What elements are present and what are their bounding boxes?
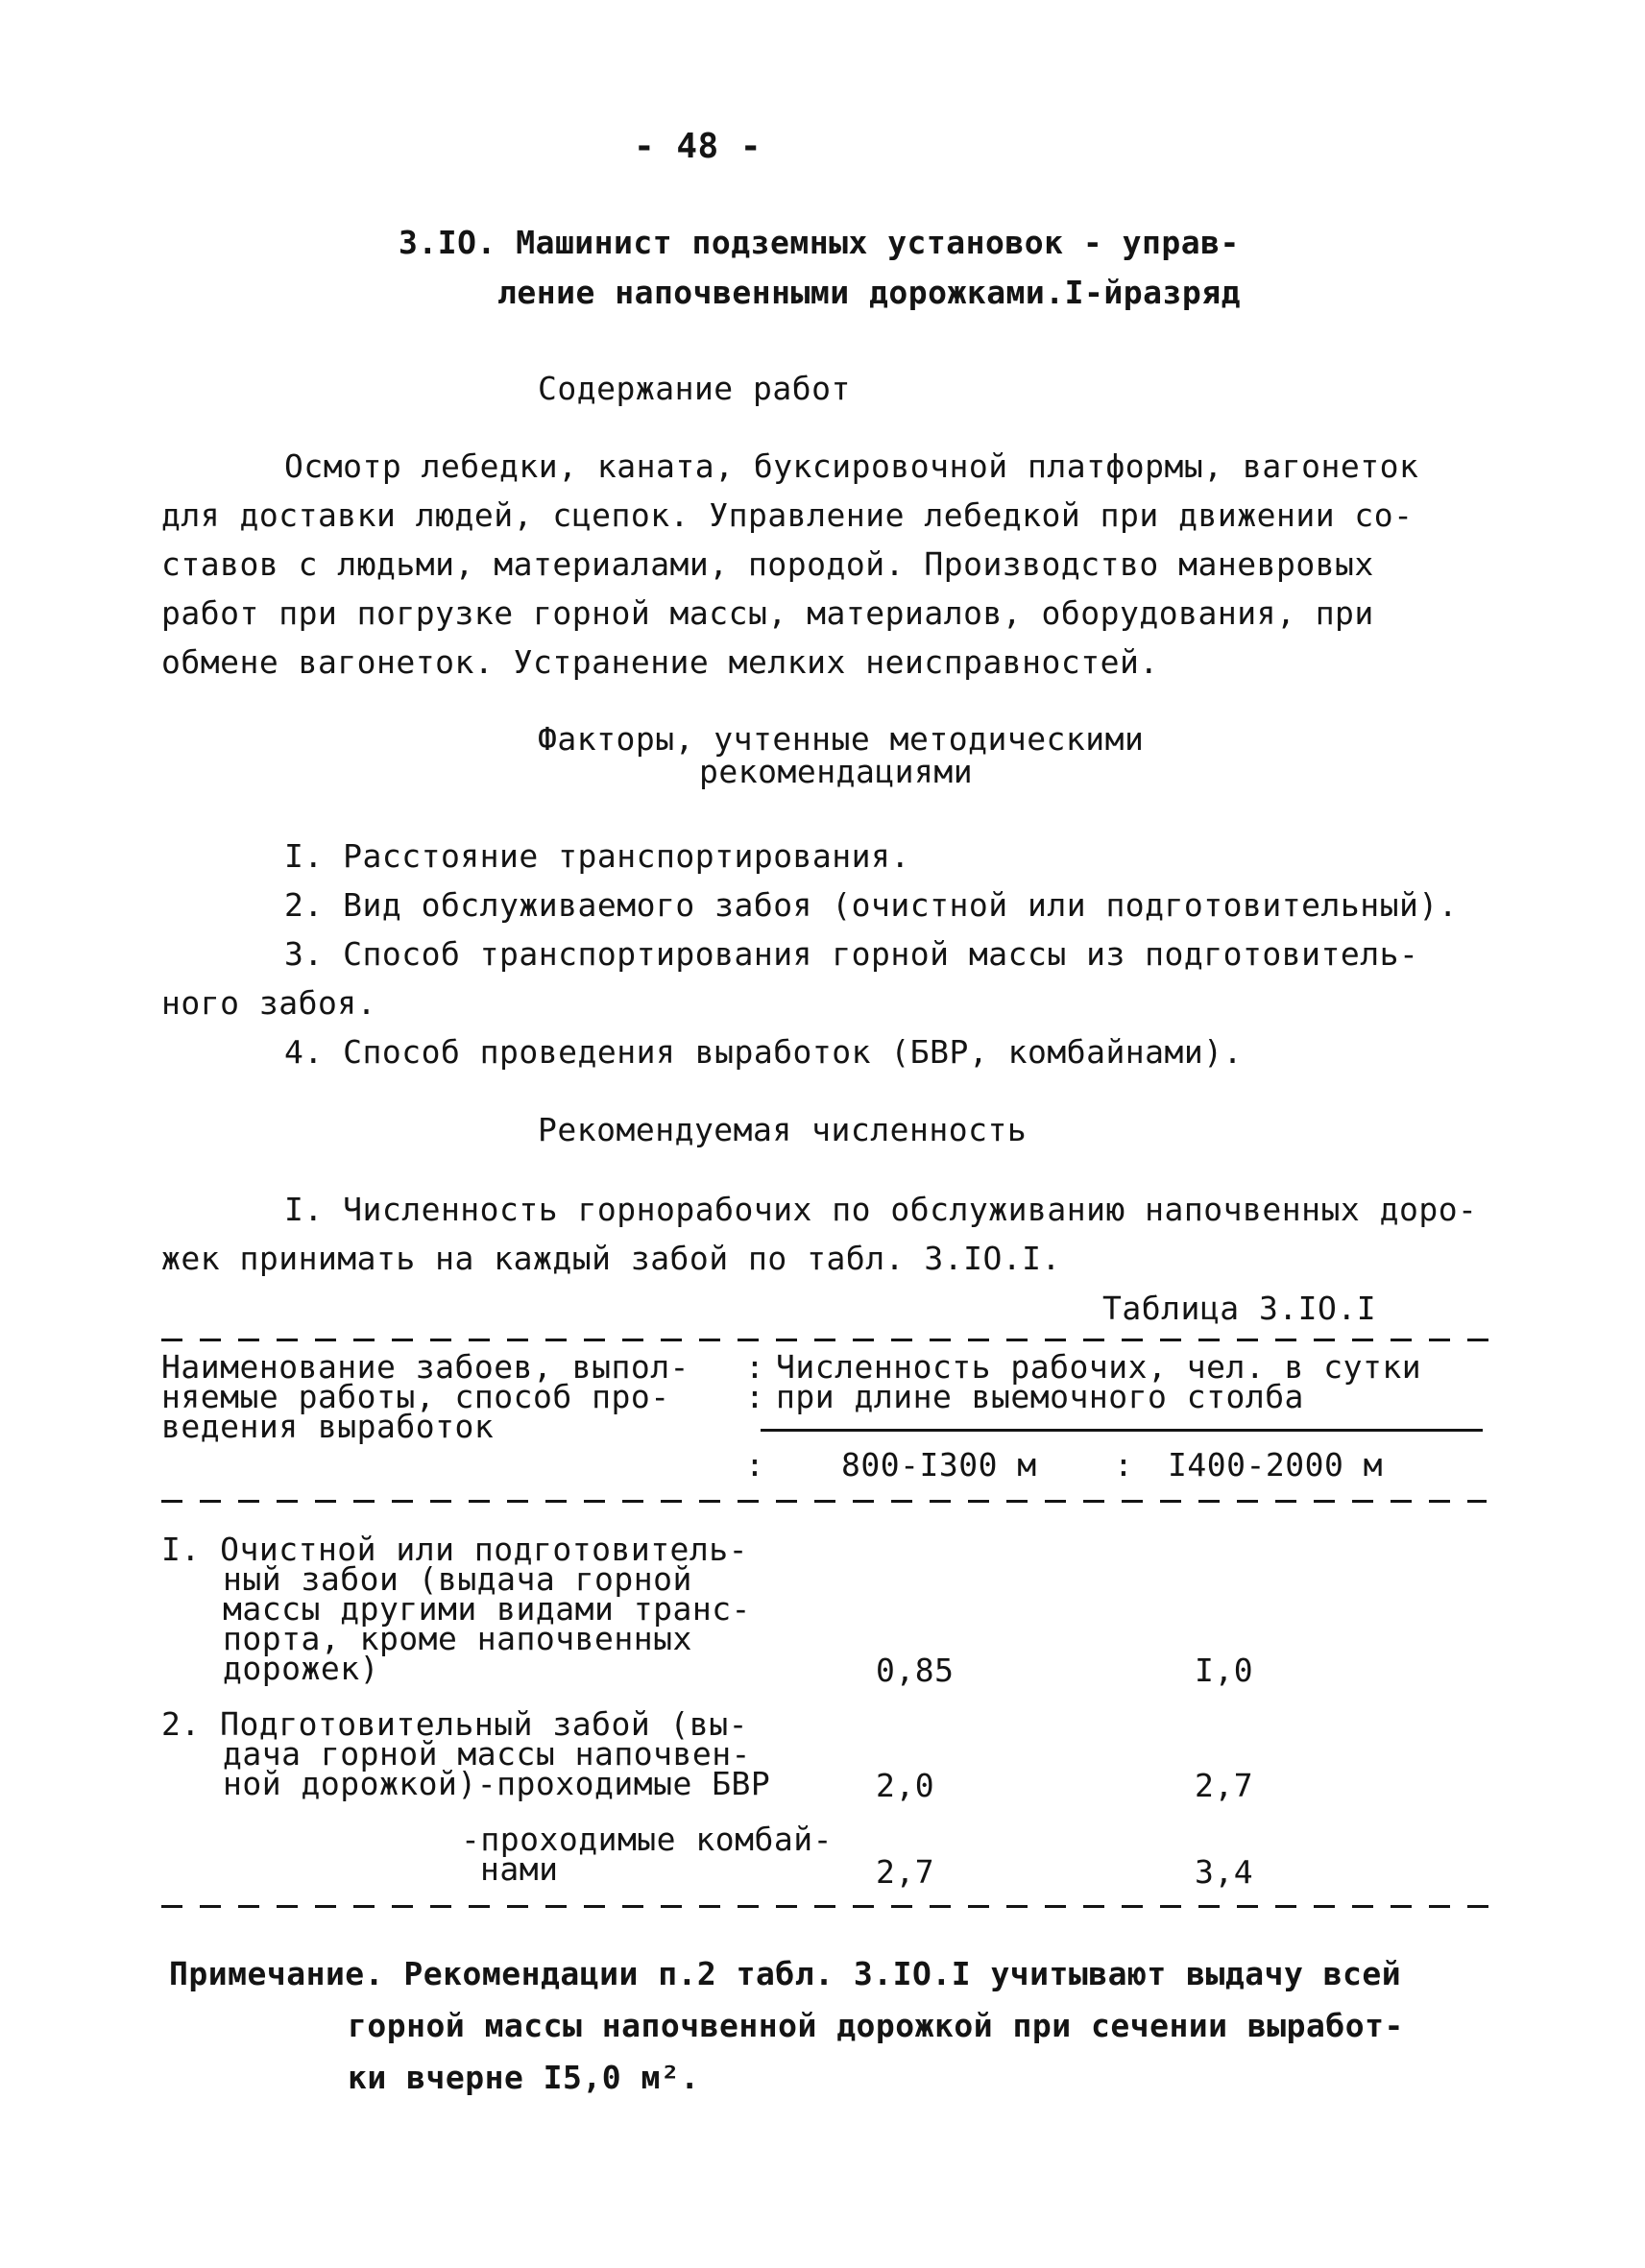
header-left-line: няемые работы, способ про- [161, 1378, 670, 1415]
factors-heading-line2: рекомендациями [699, 753, 974, 790]
col1-header: 800-I300 м [841, 1446, 1037, 1484]
row-value-col2: 3,4 [1195, 1853, 1254, 1891]
row-value-col1: 2,7 [876, 1853, 935, 1891]
table-bottom-rule [161, 1905, 1506, 1908]
col-separator: : [745, 1348, 765, 1386]
col-separator: : [1114, 1446, 1134, 1484]
recommended-line: I. Численность горнорабочих по обслуживанию напочвенных доро- [284, 1191, 1478, 1228]
row-label-line: дорожек) [223, 1650, 379, 1687]
row-value-col2: I,0 [1195, 1652, 1254, 1689]
content-heading: Содержание работ [538, 370, 851, 407]
note-line1: Примечание. Рекомендации п.2 табл. 3.IO.I учитывают выдачу всей [169, 1955, 1402, 1992]
row-value-col1: 2,0 [876, 1767, 935, 1804]
recommended-paragraph [161, 1185, 1478, 1283]
header-right-line: Численность рабочих, чел. в сутки [776, 1348, 1422, 1386]
content-line: работ при погрузке горной массы, материалов, оборудования, при [161, 594, 1374, 632]
header-left-line: Наименование забоев, выпол- [161, 1348, 689, 1386]
recommended-heading: Рекомендуемая численность [538, 1111, 1028, 1148]
header-right-line: при длине выемочного столба [776, 1378, 1304, 1415]
factor-item: 2. Вид обслуживаемого забоя (очистной или подготовительный). [284, 886, 1459, 924]
col2-header: I400-2000 м [1168, 1446, 1384, 1484]
row-label-line: 2. Подготовительный забой (вы- [161, 1705, 749, 1743]
factor-item: I. Расстояние транспортирования. [284, 837, 910, 875]
factor-item: ного забоя. [161, 984, 377, 1022]
content-line: обмене вагонеток. Устранение мелких неисправностей. [161, 643, 1159, 681]
row-label-line: ный забои (выдача горной [223, 1560, 692, 1598]
row-label-line: дача горной массы напочвен- [223, 1735, 751, 1773]
row-label-line: порта, кроме напочвенных [223, 1620, 692, 1657]
header-left-line: ведения выработок [161, 1408, 495, 1445]
factors-list [161, 832, 1459, 1076]
factor-item: 4. Способ проведения выработок (БВР, комбайнами). [284, 1033, 1244, 1071]
header-bottom-rule [161, 1500, 1487, 1503]
col-separator: : [745, 1446, 765, 1484]
row-label-line: нами [480, 1850, 559, 1888]
page-number: - 48 - [634, 127, 762, 166]
note-line3: ки вчерне I5,0 м². [348, 2059, 700, 2096]
factors-heading-line1: Факторы, учтенные методическими [538, 720, 1145, 758]
note-line2: горной массы напочвенной дорожкой при сечении выработ- [348, 2007, 1404, 2044]
section-title-line2: ление напочвенными дорожками.I-йразряд [497, 274, 1241, 311]
content-line: Осмотр лебедки, каната, буксировочной платформы, вагонеток [284, 447, 1419, 485]
table-top-rule [161, 1339, 1496, 1341]
table-caption: Таблица 3.IO.I [1102, 1290, 1377, 1327]
row-value-col2: 2,7 [1195, 1767, 1254, 1804]
row-label-line: ной дорожкой)-проходимые БВР [223, 1765, 771, 1802]
row-label-line: массы другими видами транс- [223, 1590, 751, 1628]
recommended-line: жек принимать на каждый забой по табл. 3.IO.I. [161, 1240, 1061, 1277]
col-separator: : [745, 1378, 765, 1415]
row-label-line: -проходимые комбай- [461, 1821, 833, 1858]
header-sub-rule [761, 1429, 1483, 1432]
content-line: для доставки людей, сцепок. Управление лебедкой при движении со- [161, 496, 1414, 534]
factor-item: 3. Способ транспортирования горной массы из подготовитель- [284, 935, 1419, 973]
content-paragraph [161, 442, 1448, 687]
section-title-line1: 3.IO. Машинист подземных установок - управ- [399, 224, 1240, 261]
row-value-col1: 0,85 [876, 1652, 955, 1689]
row-label-line: I. Очистной или подготовитель- [161, 1531, 749, 1568]
content-line: ставов с людьми, материалами, породой. Производство маневровых [161, 545, 1374, 583]
